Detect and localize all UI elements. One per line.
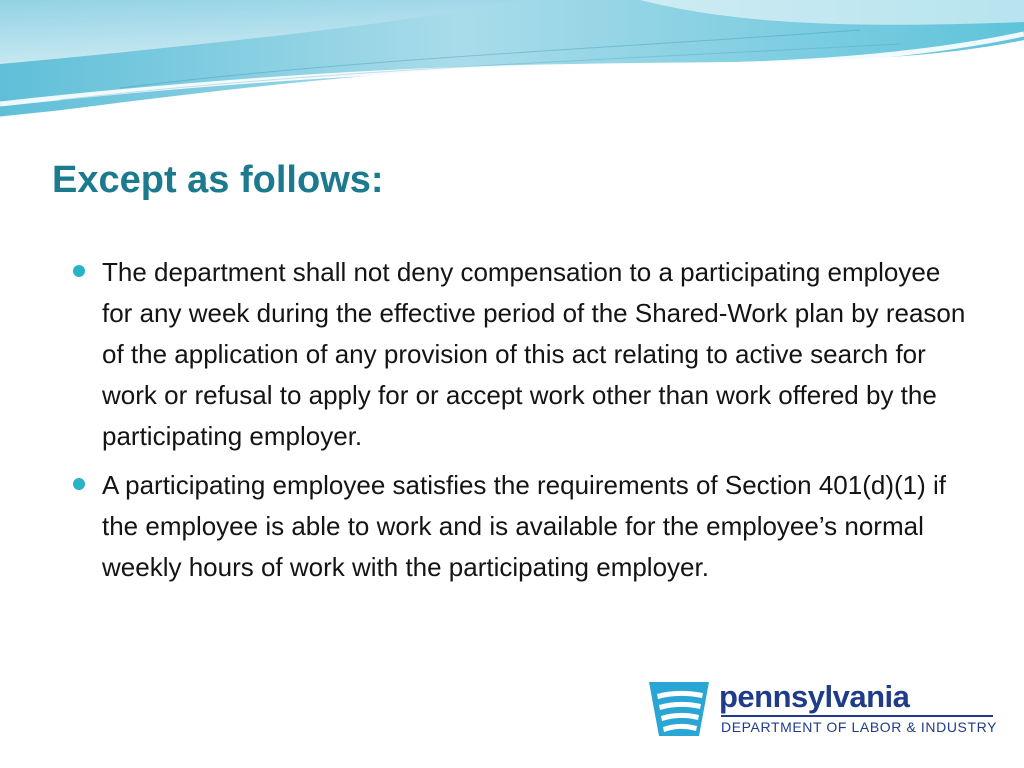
- keystone-icon: [647, 680, 711, 738]
- logo-wordmark: pennsylvania: [719, 679, 910, 714]
- logo-divider: [721, 715, 993, 717]
- header-wave-decoration: [0, 0, 1024, 130]
- bullet-dot-icon: [73, 478, 85, 490]
- bullet-text: A participating employee satisfies the requirements of Section 401(d)(1) if the employee is able to work and is available for the employee’s normal weekly hours of work with the participating employer.: [102, 470, 946, 582]
- bullet-item: [70, 465, 970, 588]
- slide-title: Except as follows:: [52, 159, 384, 201]
- bullet-item: [70, 252, 970, 457]
- bullet-dot-icon: [73, 265, 85, 277]
- logo-department: DEPARTMENT OF LABOR & INDUSTRY: [721, 719, 998, 735]
- bullet-list: [70, 252, 970, 596]
- bullet-text: The department shall not deny compensation to a participating employee for any week during the effective period of the Shared-Work plan by reason of the application of any provision of this act relating to active search for work or refusal to apply for or accept work other than work offered by the participating employer.: [102, 257, 966, 451]
- pennsylvania-logo: [643, 674, 997, 744]
